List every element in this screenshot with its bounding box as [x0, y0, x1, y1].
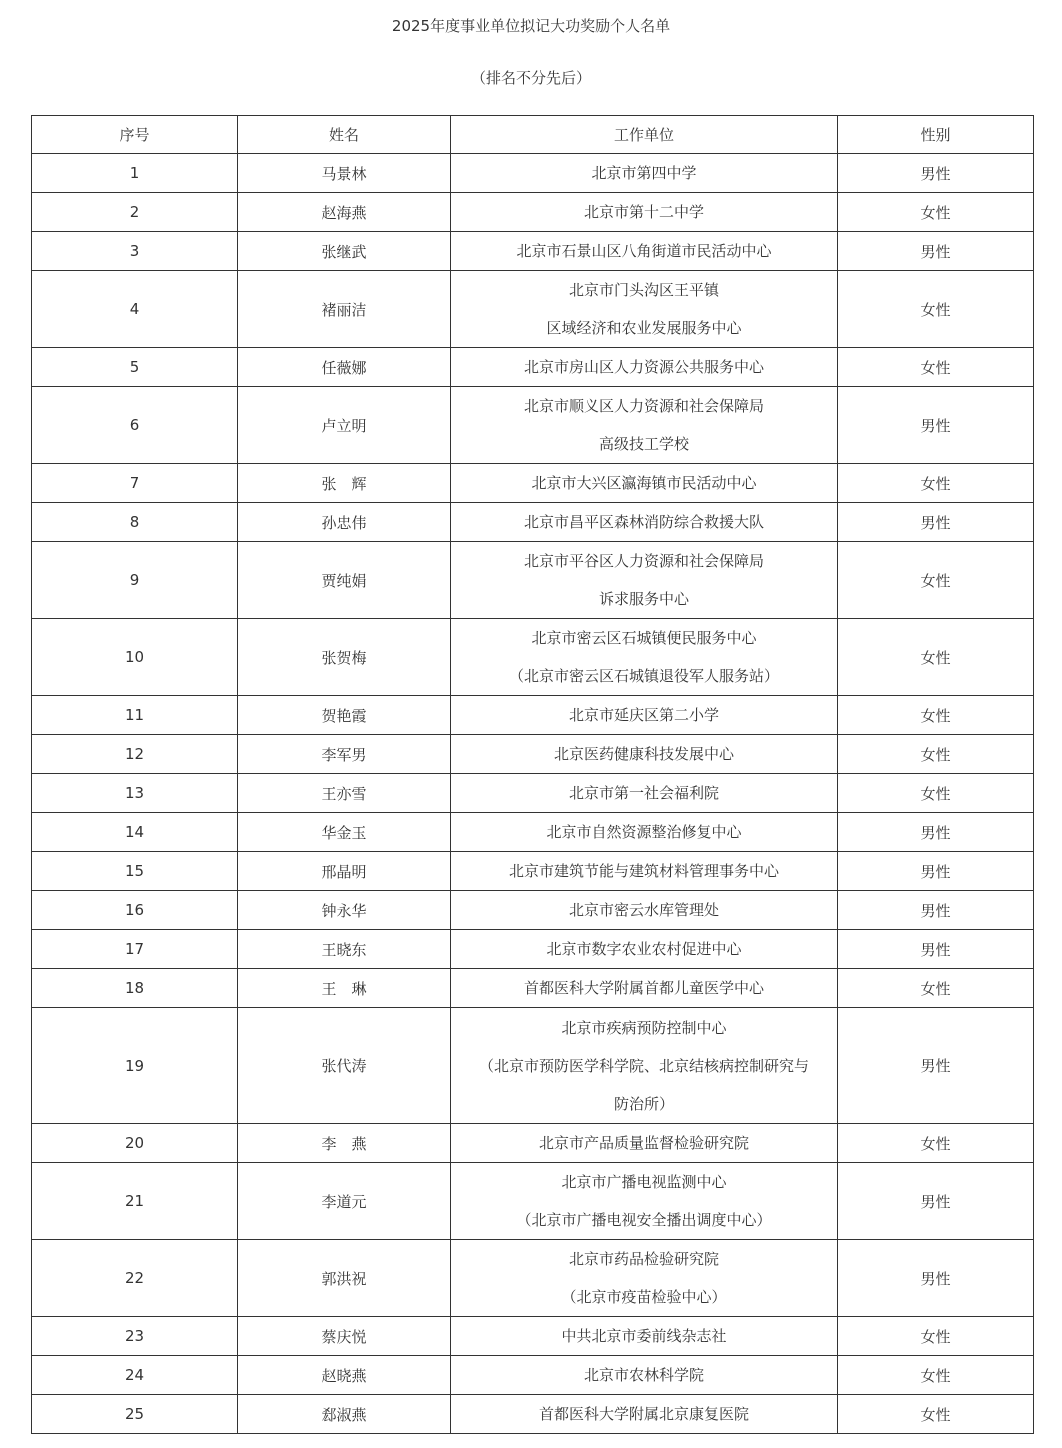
table-row: [32, 348, 1034, 387]
cell-gender: 男性: [838, 813, 1034, 852]
unit-line: 北京市延庆区第二小学: [568, 706, 719, 724]
cell-gender: 女性: [838, 1124, 1034, 1163]
table-row: [32, 735, 1034, 774]
cell-number: 17: [32, 930, 238, 969]
table-row: [32, 1124, 1034, 1163]
table-row: [32, 271, 1034, 348]
cell-number: 22: [32, 1240, 238, 1317]
table-row: [32, 1395, 1034, 1434]
table-row: [32, 774, 1034, 813]
cell-unit: [451, 271, 838, 348]
unit-line: 诉求服务中心: [598, 590, 689, 608]
table-row: [32, 1317, 1034, 1356]
cell-gender: 女性: [838, 774, 1034, 813]
cell-unit: [451, 154, 838, 193]
cell-name: 马景林: [238, 154, 451, 193]
table-row: [32, 542, 1034, 619]
cell-gender: 男性: [838, 232, 1034, 271]
page-title: 2025年度事业单位拟记大功奖励个人名单: [391, 17, 671, 35]
cell-number: 9: [32, 542, 238, 619]
cell-number: 8: [32, 503, 238, 542]
cell-number: 5: [32, 348, 238, 387]
cell-name: 张代涛: [238, 1008, 451, 1124]
cell-unit: [451, 1317, 838, 1356]
unit-line: 北京市数字农业农村促进中心: [546, 940, 742, 958]
table-body: [32, 154, 1034, 1434]
cell-name: 贾纯娟: [238, 542, 451, 619]
cell-gender: 女性: [838, 969, 1034, 1008]
unit-line: （北京市广播电视安全播出调度中心）: [516, 1211, 772, 1229]
award-table: [31, 115, 1034, 1434]
unit-line: （北京市密云区石城镇退役军人服务站）: [508, 667, 779, 685]
cell-name: 张继武: [238, 232, 451, 271]
table-row: [32, 813, 1034, 852]
table-row: [32, 930, 1034, 969]
cell-unit: [451, 503, 838, 542]
unit-line: 北京市自然资源整治修复中心: [546, 823, 742, 841]
cell-unit: [451, 1395, 838, 1434]
cell-name: 张 辉: [238, 464, 451, 503]
cell-name: 褚丽洁: [238, 271, 451, 348]
table-row: [32, 1356, 1034, 1395]
header-gender: 性别: [838, 116, 1034, 154]
cell-gender: 男性: [838, 154, 1034, 193]
unit-line: 区域经济和农业发展服务中心: [546, 319, 742, 337]
unit-line: 北京市石景山区八角街道市民活动中心: [516, 242, 772, 260]
cell-name: 邢晶明: [238, 852, 451, 891]
cell-gender: 女性: [838, 464, 1034, 503]
cell-unit: [451, 1008, 838, 1124]
cell-gender: 女性: [838, 193, 1034, 232]
cell-number: 2: [32, 193, 238, 232]
cell-number: 6: [32, 387, 238, 464]
table-row: [32, 193, 1034, 232]
cell-unit: [451, 1124, 838, 1163]
cell-unit: [451, 930, 838, 969]
unit-line: 北京市疾病预防控制中心: [561, 1018, 727, 1037]
cell-gender: 男性: [838, 1240, 1034, 1317]
unit-line: 北京市密云水库管理处: [568, 901, 719, 919]
cell-unit: [451, 232, 838, 271]
table-row: [32, 232, 1034, 271]
unit-line: 北京市第四中学: [591, 164, 697, 182]
cell-number: 10: [32, 619, 238, 696]
cell-gender: 女性: [838, 735, 1034, 774]
cell-unit: [451, 1356, 838, 1395]
cell-number: 19: [32, 1008, 238, 1124]
cell-name: 李 燕: [238, 1124, 451, 1163]
cell-number: 16: [32, 891, 238, 930]
unit-line: 北京市顺义区人力资源和社会保障局: [523, 397, 764, 415]
cell-number: 15: [32, 852, 238, 891]
header-unit: 工作单位: [451, 116, 838, 154]
cell-unit: [451, 891, 838, 930]
table-row: [32, 852, 1034, 891]
cell-unit: [451, 464, 838, 503]
cell-name: 李军男: [238, 735, 451, 774]
table-row: [32, 503, 1034, 542]
table-row: [32, 969, 1034, 1008]
cell-unit: [451, 696, 838, 735]
cell-name: 钟永华: [238, 891, 451, 930]
unit-line: 北京市大兴区瀛海镇市民活动中心: [531, 474, 757, 492]
table-row: [32, 387, 1034, 464]
unit-line: 首都医科大学附属北京康复医院: [538, 1405, 749, 1423]
cell-gender: 男性: [838, 1008, 1034, 1124]
unit-line: 北京医药健康科技发展中心: [553, 745, 734, 763]
cell-name: 卢立明: [238, 387, 451, 464]
table-row: [32, 1240, 1034, 1317]
cell-unit: [451, 1163, 838, 1240]
cell-name: 贺艳霞: [238, 696, 451, 735]
unit-line: 北京市第十二中学: [583, 203, 704, 221]
cell-unit: [451, 619, 838, 696]
cell-gender: 男性: [838, 852, 1034, 891]
table-row: [32, 464, 1034, 503]
cell-number: 1: [32, 154, 238, 193]
unit-line: 北京市产品质量监督检验研究院: [538, 1134, 749, 1152]
cell-name: 王 琳: [238, 969, 451, 1008]
unit-line: 北京市平谷区人力资源和社会保障局: [523, 552, 764, 570]
cell-name: 张贺梅: [238, 619, 451, 696]
unit-line: 北京市房山区人力资源公共服务中心: [523, 358, 764, 376]
cell-name: 蔡庆悦: [238, 1317, 451, 1356]
header-name: 姓名: [238, 116, 451, 154]
cell-number: 25: [32, 1395, 238, 1434]
header-number: 序号: [32, 116, 238, 154]
cell-gender: 男性: [838, 387, 1034, 464]
cell-gender: 男性: [838, 1163, 1034, 1240]
cell-name: 郭洪祝: [238, 1240, 451, 1317]
table-row: [32, 891, 1034, 930]
cell-gender: 女性: [838, 696, 1034, 735]
cell-unit: [451, 735, 838, 774]
unit-line: 北京市密云区石城镇便民服务中心: [531, 629, 757, 647]
page-subtitle: （排名不分先后）: [470, 69, 591, 87]
table-header-row: [32, 116, 1034, 154]
cell-unit: [451, 813, 838, 852]
cell-name: 任薇娜: [238, 348, 451, 387]
cell-number: 21: [32, 1163, 238, 1240]
cell-name: 华金玉: [238, 813, 451, 852]
unit-line: 防治所）: [613, 1094, 674, 1113]
cell-name: 王晓东: [238, 930, 451, 969]
unit-line: 北京市广播电视监测中心: [561, 1173, 727, 1191]
cell-unit: [451, 348, 838, 387]
unit-line: 高级技工学校: [598, 435, 689, 453]
unit-line: 北京市昌平区森林消防综合救援大队: [523, 513, 764, 531]
unit-line: （北京市预防医学科学院、北京结核病控制研究与: [478, 1056, 809, 1075]
cell-unit: [451, 193, 838, 232]
unit-line: 首都医科大学附属首都儿童医学中心: [523, 979, 764, 997]
cell-number: 3: [32, 232, 238, 271]
cell-gender: 男性: [838, 891, 1034, 930]
cell-number: 11: [32, 696, 238, 735]
cell-number: 23: [32, 1317, 238, 1356]
cell-number: 13: [32, 774, 238, 813]
cell-gender: 男性: [838, 930, 1034, 969]
unit-line: （北京市疫苗检验中心）: [561, 1288, 727, 1306]
unit-line: 北京市门头沟区王平镇: [568, 281, 719, 299]
unit-line: 北京市建筑节能与建筑材料管理事务中心: [508, 862, 779, 880]
cell-unit: [451, 387, 838, 464]
cell-number: 18: [32, 969, 238, 1008]
cell-unit: [451, 969, 838, 1008]
cell-number: 7: [32, 464, 238, 503]
cell-number: 12: [32, 735, 238, 774]
cell-name: 赵海燕: [238, 193, 451, 232]
cell-number: 24: [32, 1356, 238, 1395]
table-row: [32, 619, 1034, 696]
cell-number: 4: [32, 271, 238, 348]
unit-line: 北京市药品检验研究院: [568, 1250, 719, 1268]
cell-unit: [451, 542, 838, 619]
cell-gender: 女性: [838, 542, 1034, 619]
table-row: [32, 154, 1034, 193]
table-row: [32, 1008, 1034, 1124]
table-row: [32, 1163, 1034, 1240]
cell-gender: 女性: [838, 619, 1034, 696]
cell-gender: 女性: [838, 1395, 1034, 1434]
cell-name: 王亦雪: [238, 774, 451, 813]
cell-number: 20: [32, 1124, 238, 1163]
unit-line: 北京市农林科学院: [583, 1366, 704, 1384]
unit-line: 中共北京市委前线杂志社: [561, 1327, 727, 1345]
cell-gender: 女性: [838, 271, 1034, 348]
cell-name: 赵晓燕: [238, 1356, 451, 1395]
cell-number: 14: [32, 813, 238, 852]
cell-unit: [451, 1240, 838, 1317]
cell-gender: 女性: [838, 348, 1034, 387]
cell-name: 孙忠伟: [238, 503, 451, 542]
cell-unit: [451, 774, 838, 813]
cell-gender: 男性: [838, 503, 1034, 542]
cell-gender: 女性: [838, 1356, 1034, 1395]
cell-gender: 女性: [838, 1317, 1034, 1356]
cell-name: 郄淑燕: [238, 1395, 451, 1434]
cell-name: 李道元: [238, 1163, 451, 1240]
unit-line: 北京市第一社会福利院: [568, 784, 719, 802]
cell-unit: [451, 852, 838, 891]
table-row: [32, 696, 1034, 735]
